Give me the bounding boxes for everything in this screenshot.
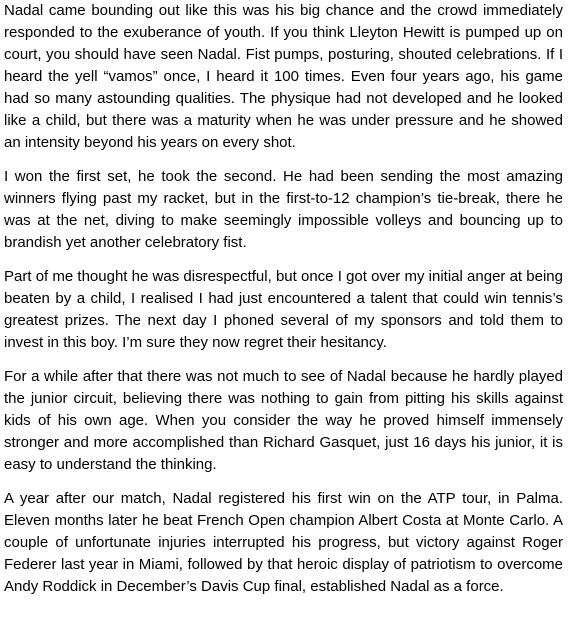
paragraph-3: Part of me thought he was disrespectful, but once I got over my initial anger at being beaten by a child, I realised I had just encountered a talent that could win tennis’s greatest prizes. The next day I phoned several of my sponsors and told them to invest in this boy. I’m sure they now regret their hesitancy.: [4, 268, 563, 351]
paragraph-5: A year after our match, Nadal registered his first win on the ATP tour, in Palma. Eleven months later he beat French Open champion Albert Costa at Monte Carlo. A couple of unfortunate injuries interrupted his progress, but victory against Roger Federer last year in Miami, followed by that heroic display of patriotism to overcome Andy Roddick in December’s Davis Cup final, established Nadal as a force.: [4, 490, 563, 595]
paragraph-4: For a while after that there was not much to see of Nadal because he hardly played the junior circuit, believing there was nothing to gain from pitting his skills against kids of his own age. When you consider the way he proved himself immensely stronger and more accomplished than Richard Gasquet, just 16 days his junior, it is easy to understand the thinking.: [4, 368, 563, 473]
paragraph-2: I won the first set, he took the second. He had been sending the most amazing winners flying past my racket, but in the first-to-12 champion’s tie-break, there he was at the net, diving to make seemingly impossible volleys and bouncing up to brandish yet another celebratory fist.: [4, 168, 563, 251]
article-body: [4, 0, 563, 598]
paragraph-1: Nadal came bounding out like this was his big chance and the crowd immediately responded to the exuberance of youth. If you think Lleyton Hewitt is pumped up on court, you should have seen Nadal. Fist pumps, posturing, shouted celebrations. If I heard the yell “vamos” once, I heard it 100 times. Even four years ago, his game had so many astounding qualities. The physique had not developed and he looked like a child, but there was a maturity when he was under pressure and he showed an intensity beyond his years on every shot.: [4, 2, 563, 151]
